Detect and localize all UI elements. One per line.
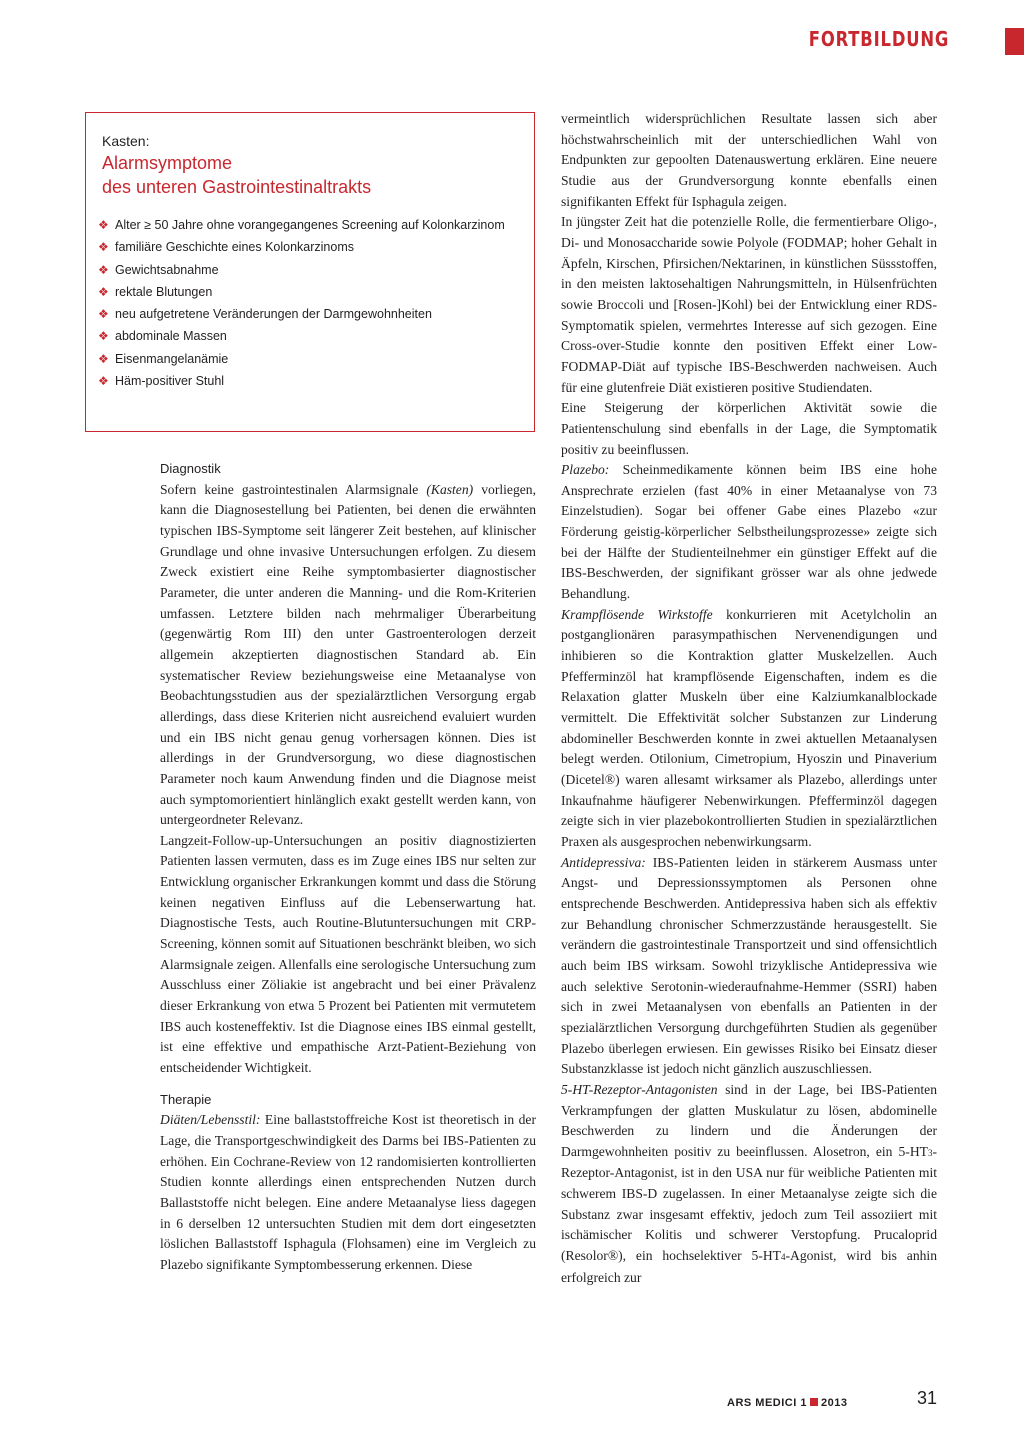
diamond-bullet-icon: ❖ xyxy=(98,284,109,299)
5ht-paragraph: 5-HT-Rezeptor-Antagonisten sind in der Lage, bei IBS-Patienten Verkrampfungen der glatten Muskulatur zu lösen, abdominelle Beschwerden zu lindern und die Änderungen der Darmgewohnheiten positiv zu beeinflussen. Alosetron, ein 5-HT3-Rezeptor-Antagonist, ist in den USA nur für weibliche Patienten mit schwerem IBS-D zugelassen. In einer Metaanalyse zeigte sich die Substanz zwar insgesamt effektiv, jedoch zum Teil assoziiert mit ischämischer Kolitis und schwerer Verstopfung. Prucaloprid (Resolor®), ein hochselektiver 5-HT4-Agonist, wird bis anhin erfolgreich zur xyxy=(561,1081,937,1285)
alarm-symptom-text: neu aufgetretene Veränderungen der Darmgewohnheiten xyxy=(115,307,432,322)
diamond-bullet-icon: ❖ xyxy=(98,374,109,389)
alarm-symptom-item xyxy=(98,214,523,236)
diamond-bullet-icon: ❖ xyxy=(98,351,109,366)
page-number: 31 xyxy=(917,1388,938,1408)
diamond-bullet-icon: ❖ xyxy=(98,262,109,277)
alarm-symptom-text: familiäre Geschichte eines Kolonkarzinoms xyxy=(115,240,354,255)
box-title-line-1: Alarmsymptome xyxy=(102,153,233,173)
diamond-bullet-icon: ❖ xyxy=(98,329,109,344)
right-paragraph-3: Eine Steigerung der körperlichen Aktivität sowie die Patientenschulung sind ebenfalls in der Lage, die Symptomatik positiv zu beeinflussen. xyxy=(561,400,937,457)
alarm-symptoms-box xyxy=(85,112,535,432)
plazebo-paragraph: Plazebo: Scheinmedikamente können beim IBS eine hohe Ansprechrate erzielen (fast 40% in einer Metaanalyse von 73 Einzelstudien). Sogar bei offener Gabe eines Plazebo «zur Förderung geistig-körperlicher Selbstheilungsprozesse» zeigte sich bei der Hälfte der Studienteilnehmer ein günstiger Effekt auf die IBS-Beschwerden, der signifikant grösser war als ohne jedwede Behandlung. xyxy=(561,462,937,602)
right-column xyxy=(561,109,937,1288)
alarm-symptom-item xyxy=(98,259,523,281)
alarm-symptom-text: Häm-positiver Stuhl xyxy=(115,374,225,389)
journal-name: ARS MEDICI 1 xyxy=(727,1397,807,1409)
therapie-paragraph-1: Diäten/Lebensstil: Eine ballaststoffreiche Kost ist theoretisch in der Lage, die Transportgeschwindigkeit des Darms bei IBS-Patienten zu erhöhen. Ein Cochrane-Review von 12 randomisierten kontrollierten Studien konnte allerdings einen entsprechenden Nutzen durch Ballaststoffe nicht belegen. Eine andere Metaanalyse liess dagegen in 6 derselben 12 untersuchten Studien mit dem dort eingesetzten löslichen Ballaststoff Isphagula (Flohsamen) eine im Vergleich zu Plazebo signifikante Symptombesserung erkennen. Diese xyxy=(160,1112,536,1272)
box-title xyxy=(102,151,371,199)
diamond-bullet-icon: ❖ xyxy=(98,218,109,232)
header-red-block xyxy=(1005,28,1024,55)
left-column xyxy=(160,459,536,1276)
alarm-symptom-text: rektale Blutungen xyxy=(115,284,213,299)
right-paragraph-2: In jüngster Zeit hat die potenzielle Rolle, die fermentierbare Oligo-, Di- und Monosaccharide sowie Polyole (FODMAP; hoher Gehalt in Äpfeln, Kirschen, Pfirsichen/Nektarinen, in künstlichen Süssstoffen, in den meisten laktosehaltigen Nahrungsmitteln, in Hülsenfrüchten sowie Broccoli und [Rosen-]Kohl) bei der Entwicklung einer RDS-Symptomatik spielen, vermehrtes Interesse auf sich gezogen. Eine Cross-over-Studie konnte den positiven Effekt einer Low-FODMAP-Diät auf typische IBS-Beschwerden nachweisen. Auch für eine glutenfreie Diät existieren positive Studiendaten. xyxy=(561,214,937,395)
diagnostik-paragraph-2: Langzeit-Follow-up-Untersuchungen an positiv diagnostizierten Patienten lassen vermuten, dass es im Zuge eines IBS nur selten zur Entwicklung organischer Erkrankungen kommt und dass die Störung keinen negativen Einfluss auf die Lebenserwartung hat. Diagnostische Tests, auch Routine-Blutuntersuchungen mit CRP-Screening, können somit auf Situationen beschränkt bleiben, wo sich Alarmsignale zeigen. Allenfalls eine serologische Untersuchung zum Ausschluss einer Zöliakie ist angebracht und bei einer Prävalenz dieser Erkrankung von etwa 5 Prozent bei Patienten mit vermutetem IBS auch kosteneffektiv. Ist die Diagnose eines IBS einmal gestellt, ist eine effektive und empathische Arzt-Patient-Beziehung von entscheidender Wichtigkeit. xyxy=(160,832,536,1076)
box-title-line-2: des unteren Gastrointestinaltrakts xyxy=(102,177,372,197)
alarm-symptom-item xyxy=(98,236,523,258)
diagnostik-heading: Diagnostik xyxy=(160,461,221,476)
diagnostik-paragraph-1: Sofern keine gastrointestinalen Alarmsignale (Kasten) vorliegen, kann die Diagnosestellung bei Patienten, bei denen die erwähnten typischen IBS-Symptome seit längerer Zeit bestehen, auf klinischer Grundlage und ohne invasive Untersuchungen erfolgen. Zu diesem Zweck existiert eine Reihe symptombasierter diagnostischer Parameter, die unter anderen die Manning- und die Rom-Kriterien umfassen. Letztere bilden nach mehrmaliger Überarbeitung (gegenwärtig Rom III) den unter Gastroenterologen derzeit allgemein akzeptierten diagnostischen Standard ab. Ein systematischer Review beziehungsweise eine Metaanalyse von Beobachtungsstudien aus der spezialärztlichen Versorgung ergab allerdings, dass diese Kriterien nicht ausreichend evaluiert wurden und ein IBS nicht genau genug vorhersagen können. Dies ist allerdings in der Grundversorgung, wo diese diagnostischen Parameter noch kaum Anwendung finden und die Diagnose meist auch symptomorientiert hinlänglich exakt gestellt werden kann, von untergeordneter Relevanz. xyxy=(160,481,536,828)
alarm-symptom-item xyxy=(98,281,523,303)
alarm-symptom-text: Eisenmangelanämie xyxy=(115,351,229,366)
alarm-symptom-item xyxy=(98,325,523,347)
alarm-symptom-item xyxy=(98,348,523,370)
footer-square-icon xyxy=(810,1398,818,1406)
diamond-bullet-icon: ❖ xyxy=(98,240,109,255)
spasmolytics-paragraph: Krampflösende Wirkstoffe konkurrieren mit Acetylcholin an postganglionären parasympathischen Nervenendigungen und inhibieren so die Kontraktion glatter Muskelzellen. Auch Pfefferminzöl hat krampflösende Eigenschaften, indem es die Relaxation glatter Muskeln über eine Kalziumkanalblockade vermittelt. Die Effektivität solcher Substanzen zur Linderung abdomineller Beschwerden konnte in zwei aktuellen Metaanalysen belegt werden. Otilonium, Cimetropium, Hyoszin und Pinaverium (Dicetel®) waren allesamt wirksamer als Plazebo, allerdings unter Inkaufnahme häufigerer Nebenwirkungen. Pfefferminzöl dagegen zeigte sich in vier plazebokontrollierten Studien in spezialärztlichen Praxen als ausgesprochen nebenwirkungsarm. xyxy=(561,606,937,849)
alarm-symptom-text: abdominale Massen xyxy=(115,329,227,344)
alarm-symptom-list xyxy=(98,214,523,392)
alarm-symptom-text: Alter ≥ 50 Jahre ohne vorangegangenes Screening auf Kolonkarzinom xyxy=(115,218,505,232)
right-paragraph-1: vermeintlich widersprüchlichen Resultate lassen sich aber höchstwahrscheinlich mit der unterschiedlichen Wahl von Endpunkten zur gepoolten Datenauswertung erklären. Eine neuere Studie aus der Grundversorgung konnte ebenfalls einen signifikanten Effekt für Isphagula zeigen. xyxy=(561,111,937,209)
box-kicker: Kasten: xyxy=(102,133,150,149)
alarm-symptom-item xyxy=(98,303,523,325)
therapie-heading: Therapie xyxy=(160,1091,212,1107)
section-label: FORTBILDUNG xyxy=(808,27,950,51)
antidepressants-paragraph: Antidepressiva: IBS-Patienten leiden in stärkerem Ausmass unter Angst- und Depressionssymptomen als Personen ohne entsprechende Beschwerden. Antidepressiva haben sich als effektiv zur Behandlung chronischer Schmerzzustände herausgestellt. Sie verändern die gastrointestinale Transportzeit und sind offensichtlich auch beim IBS wirksam. Sowohl trizyklische Antidepressiva wie auch selektive Serotonin-wiederaufnahme-Hemmer (SSRI) haben sich in zwei Metaanalysen von ebenfalls an Patienten in der spezialärztlichen Versorgung durchgeführten Studien als gegenüber Plazebo überlegen erwiesen. Ein gewisses Risiko bei Einsatz dieser Substanzklasse ist jedoch nicht gänzlich auszuschliessen. xyxy=(561,854,937,1077)
journal-year: 2013 xyxy=(820,1397,848,1409)
alarm-symptom-text: Gewichtsabnahme xyxy=(115,262,219,277)
alarm-symptom-item xyxy=(98,370,523,392)
footer-journal xyxy=(727,1397,847,1409)
diamond-bullet-icon: ❖ xyxy=(98,307,109,322)
